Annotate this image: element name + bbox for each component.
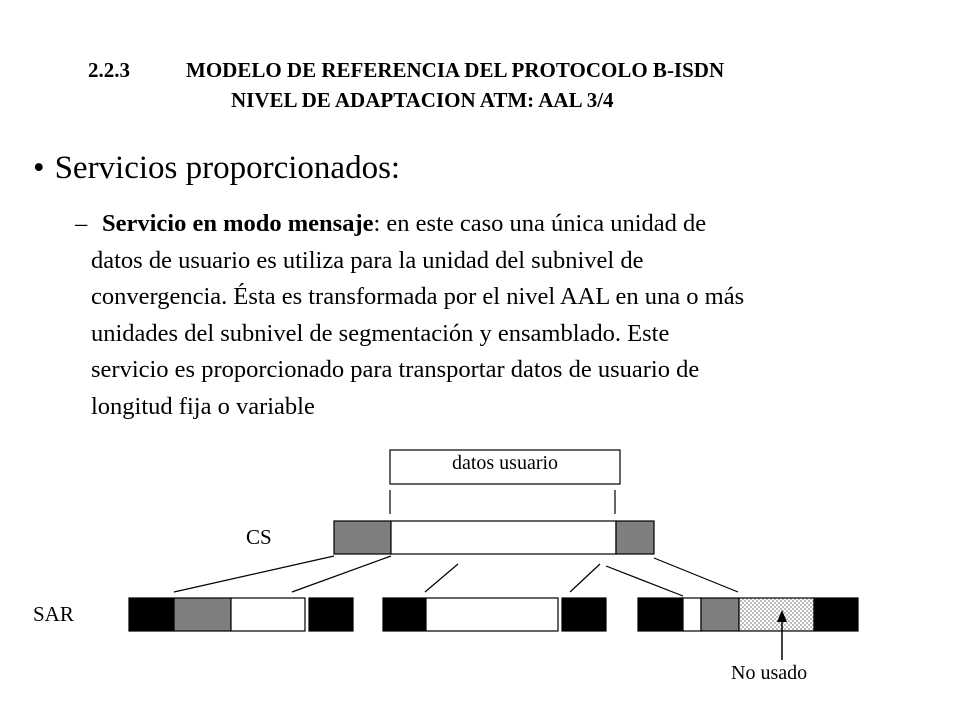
sar-payload — [683, 598, 701, 631]
mapping-line — [174, 556, 334, 592]
sar-header — [638, 598, 683, 631]
cs-header-segment — [174, 598, 231, 631]
mapping-line — [292, 556, 391, 592]
sub-item-dash: – — [75, 210, 88, 237]
cs-header — [334, 521, 391, 554]
sar-trailer — [562, 598, 606, 631]
paragraph-line-6: longitud fija o variable — [91, 392, 315, 420]
sar-header — [383, 598, 426, 631]
paragraph-line-3: convergencia. Ésta es transformada por el nivel AAL en una o más — [91, 283, 745, 310]
unused-label: No usado — [731, 662, 808, 684]
bullet-dot: • — [33, 150, 45, 186]
mapping-line — [425, 564, 458, 592]
slide-title-line-1: MODELO DE REFERENCIA DEL PROTOCOLO B-ISDN — [186, 58, 725, 82]
paragraph-line-1-rest: : en este caso una única unidad de — [373, 210, 707, 237]
slide-title-line-2: NIVEL DE ADAPTACION ATM: AAL 3/4 — [231, 88, 614, 112]
paragraph-line-2: datos de usuario es utiliza para la unidad del subnivel de — [91, 246, 644, 274]
unused-padding — [739, 598, 814, 631]
cs-label: CS — [246, 525, 272, 549]
sar-payload — [426, 598, 558, 631]
user-data-label: datos usuario — [451, 452, 559, 474]
sar-trailer — [814, 598, 858, 631]
sar-pdu-2 — [383, 598, 606, 631]
mapping-line — [654, 558, 738, 592]
sar-trailer — [309, 598, 353, 631]
cs-pdu — [334, 521, 654, 554]
mapping-line — [570, 564, 600, 592]
mapping-lines — [174, 556, 738, 596]
section-number: 2.2.3 — [88, 58, 130, 82]
cs-trailer-segment — [701, 598, 739, 631]
bullet-text: Servicios proporcionados: — [54, 150, 401, 186]
cs-trailer — [616, 521, 654, 554]
sar-payload — [231, 598, 305, 631]
bold-term: Servicio en modo mensaje — [102, 210, 374, 237]
paragraph-line-4: unidades del subnivel de segmentación y ensamblado. Este — [91, 319, 670, 347]
paragraph-line-5: servicio es proporcionado para transportar datos de usuario de — [91, 356, 700, 383]
mapping-line — [606, 566, 683, 596]
sar-pdu-3 — [638, 598, 858, 631]
sar-pdu-1 — [129, 598, 353, 631]
sar-header — [129, 598, 174, 631]
cs-payload — [391, 521, 616, 554]
sar-label: SAR — [33, 602, 74, 626]
